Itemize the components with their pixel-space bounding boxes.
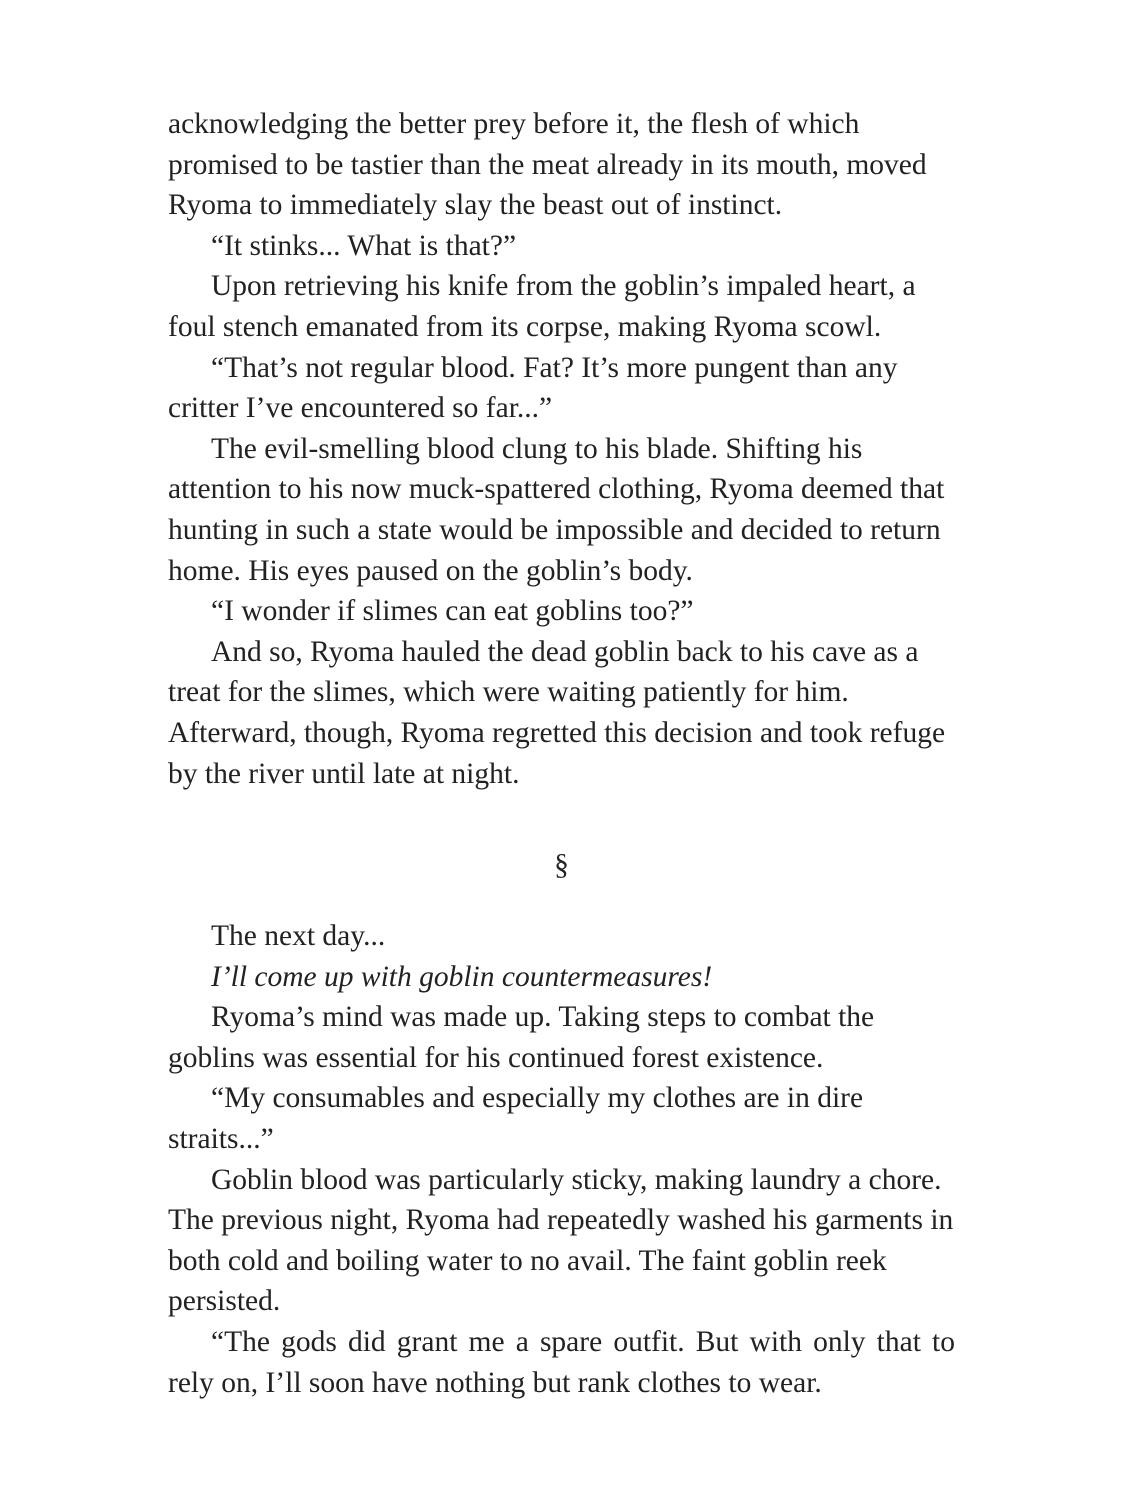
paragraph-inner-thought: I’ll come up with goblin countermeasures! xyxy=(211,960,713,993)
book-page xyxy=(168,104,955,1403)
paragraph-continuation: acknowledging the better prey before it, the flesh of which promised to be tastier than the meat already in its mouth, moved Ryoma to immediately slay the beast out of instinct. xyxy=(168,108,927,222)
paragraph-evil-smelling-blood: The evil-smelling blood clung to his blade. Shifting his attention to his now muck-spattered clothing, Ryoma deemed that hunting in such a state would be impossible and decided to return home. His eyes paused on the goblin’s body. xyxy=(168,432,945,587)
dialogue-spare-outfit: “The gods did grant me a spare outfit. But with only that to rely on, I’ll soon have nothing but rank clothes to wear. xyxy=(168,1326,955,1399)
dialogue-consumables: “My consumables and especially my clothes are in dire straits...” xyxy=(168,1082,864,1156)
paragraph-mind-made-up: Ryoma’s mind was made up. Taking steps to combat the goblins was essential for his continued forest existence. xyxy=(168,1001,875,1074)
paragraph-goblin-blood-sticky: Goblin blood was particularly sticky, making laundry a chore. The previous night, Ryoma had repeatedly washed his garments in both cold and boiling water to no avail. The faint goblin reek persisted. xyxy=(168,1163,954,1318)
dialogue-it-stinks: “It stinks... What is that?” xyxy=(211,229,517,262)
section-break-mark: § xyxy=(554,849,569,882)
dialogue-slimes-eat-goblins: “I wonder if slimes can eat goblins too?” xyxy=(211,595,694,628)
paragraph-next-day: The next day... xyxy=(211,920,386,953)
dialogue-not-regular-blood: “That’s not regular blood. Fat? It’s more pungent than any critter I’ve encountered so far...” xyxy=(168,351,898,425)
paragraph-knife-retrieval: Upon retrieving his knife from the goblin’s impaled heart, a foul stench emanated from its corpse, making Ryoma scowl. xyxy=(168,270,916,343)
paragraph-hauled-goblin: And so, Ryoma hauled the dead goblin back to his cave as a treat for the slimes, which were waiting patiently for him. Afterward, though, Ryoma regretted this decision and took refuge by the river until late at night. xyxy=(168,635,946,790)
